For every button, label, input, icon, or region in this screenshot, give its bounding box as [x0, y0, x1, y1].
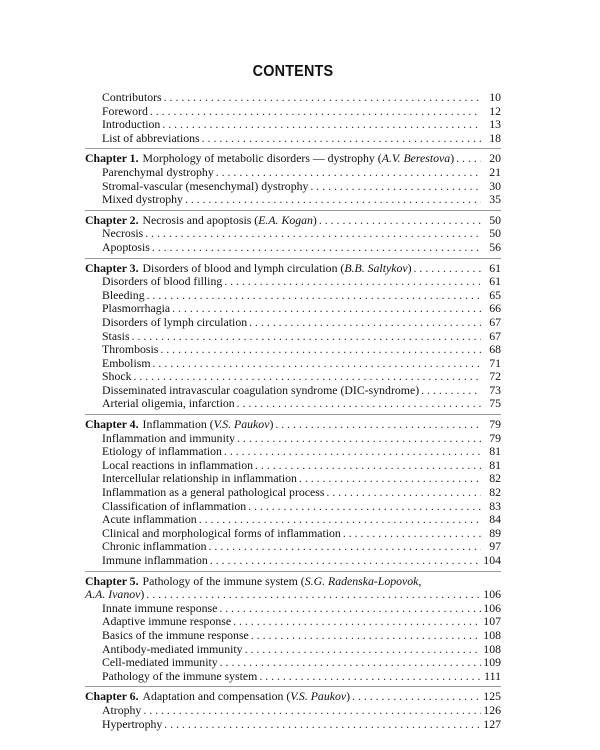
entry-label: Innate immune response — [102, 600, 218, 615]
page-number: 97 — [489, 539, 501, 554]
dot-leader — [134, 370, 482, 384]
toc-entry[interactable] — [85, 527, 501, 541]
page-number: 61 — [489, 274, 501, 289]
chapter-title: Adaptation and compensation ( — [142, 689, 291, 704]
page-number: 79 — [489, 417, 501, 432]
page-number: 56 — [489, 239, 501, 254]
toc-entry[interactable] — [85, 472, 501, 486]
page-number: 106 — [483, 587, 501, 602]
chapter-block — [85, 686, 501, 731]
dot-leader — [421, 384, 481, 398]
toc-entry[interactable] — [85, 227, 501, 241]
toc-entry[interactable] — [85, 118, 501, 132]
page-number: 125 — [483, 689, 501, 704]
toc-entry[interactable] — [85, 643, 501, 657]
entry-label: Stasis — [102, 328, 130, 343]
toc-entry[interactable] — [85, 500, 501, 514]
page-number: 73 — [489, 382, 501, 397]
page-number: 107 — [483, 614, 501, 629]
page-number: 127 — [483, 716, 501, 731]
chapter-number: Chapter 3. — [85, 260, 139, 275]
dot-leader — [219, 602, 481, 616]
toc-entry[interactable] — [85, 554, 501, 568]
entry-label: Antibody-mediated immunity — [102, 641, 243, 656]
dot-leader — [143, 704, 481, 718]
dot-leader — [255, 459, 481, 473]
page-number: 82 — [489, 471, 501, 486]
page-number: 50 — [489, 212, 501, 227]
chapter-author: S.G. Radenska-Lopovok, — [304, 573, 422, 588]
page-number: 13 — [489, 117, 501, 132]
entry-label: Foreword — [102, 103, 148, 118]
page-number: 81 — [489, 457, 501, 472]
toc-entry[interactable] — [85, 302, 501, 316]
dot-leader — [185, 193, 481, 207]
dot-leader — [172, 302, 481, 316]
closing-paren: ) — [407, 260, 412, 275]
entry-label: Chronic inflammation — [102, 539, 207, 554]
entry-label: Embolism — [102, 355, 151, 370]
chapter-author: E.A. Kogan — [258, 212, 313, 227]
entry-label: Disorders of blood filling — [102, 274, 223, 289]
dot-leader — [146, 588, 481, 602]
chapter-heading-text — [85, 690, 350, 704]
toc-entry[interactable] — [85, 275, 501, 289]
dot-leader — [245, 643, 481, 657]
page-number: 126 — [483, 702, 501, 717]
chapter-author-continued — [85, 588, 144, 602]
page-number: 61 — [489, 260, 501, 275]
dot-leader — [299, 472, 481, 486]
toc-entry[interactable] — [85, 656, 501, 670]
dot-leader — [152, 241, 481, 255]
entry-label: Local reactions in inflammation — [102, 457, 254, 472]
chapter-heading-text — [85, 214, 317, 228]
toc-entry[interactable] — [85, 704, 501, 718]
toc-entry[interactable] — [85, 105, 501, 119]
chapter-heading[interactable] — [85, 690, 501, 704]
chapter-author: V.S. Paukov — [213, 417, 270, 432]
page-number: 67 — [489, 328, 501, 343]
dot-leader — [147, 289, 481, 303]
page-number: 84 — [489, 512, 501, 527]
chapter-heading-continued[interactable] — [85, 588, 501, 602]
chapter-author: A.A. Ivanov — [85, 587, 141, 602]
entry-label: Etiology of inflammation — [102, 444, 222, 459]
entry-label: Immune inflammation — [102, 553, 208, 567]
page-title: CONTENTS — [252, 63, 334, 80]
entry-label: Plasmorrhagia — [102, 301, 171, 316]
toc-entry[interactable] — [85, 166, 501, 180]
dot-leader — [150, 105, 481, 119]
page-number: 10 — [489, 90, 501, 104]
toc-entry[interactable] — [85, 615, 501, 629]
chapter-number: Chapter 1. — [85, 151, 139, 166]
dot-leader — [224, 445, 481, 459]
chapter-title: Necrosis and apoptosis ( — [142, 212, 259, 227]
closing-paren: ) — [140, 587, 145, 602]
closing-paren: ) — [269, 417, 274, 432]
page-number: 106 — [483, 600, 501, 615]
entry-label: Inflammation as a general pathological process — [102, 485, 325, 500]
entry-label: Clinical and morphological forms of inflammation — [102, 525, 341, 540]
toc-entry[interactable] — [85, 357, 501, 371]
dot-leader — [162, 118, 481, 132]
page-number: 65 — [489, 287, 501, 302]
entry-label: Acute inflammation — [102, 512, 197, 527]
dot-leader — [248, 500, 481, 514]
toc-entry[interactable] — [85, 540, 501, 554]
entry-label: Parenchymal dystrophy — [102, 164, 214, 179]
chapter-author: B.B. Saltykov — [344, 260, 408, 275]
page-number: 108 — [483, 641, 501, 656]
toc-entry[interactable] — [85, 193, 501, 207]
chapter-number: Chapter 2. — [85, 212, 139, 227]
chapter-title: Pathology of the immune system ( — [142, 573, 305, 588]
toc-entry[interactable] — [85, 513, 501, 527]
toc-entry[interactable] — [85, 384, 501, 398]
chapter-heading[interactable] — [85, 418, 501, 432]
page-number: 89 — [489, 525, 501, 540]
page-number: 30 — [489, 178, 501, 193]
chapter-heading-text — [85, 262, 412, 276]
dot-leader — [237, 397, 481, 411]
page-number: 12 — [489, 103, 501, 118]
toc-entry[interactable] — [85, 370, 501, 384]
dot-leader — [216, 166, 481, 180]
entry-label: List of abbreviations — [102, 130, 200, 145]
dot-leader — [233, 615, 481, 629]
dot-leader — [145, 227, 481, 241]
page-number: 79 — [489, 430, 501, 445]
page-number: 72 — [489, 369, 501, 384]
entry-label: Hypertrophy — [102, 716, 163, 731]
toc-entry[interactable] — [85, 241, 501, 255]
dot-leader — [132, 330, 481, 344]
chapter-heading[interactable] — [85, 152, 501, 166]
toc-entry[interactable] — [85, 445, 501, 459]
dot-leader — [164, 718, 481, 732]
toc-entry[interactable] — [85, 459, 501, 473]
entry-label: Classification of inflammation — [102, 498, 247, 513]
toc-entry[interactable] — [85, 180, 501, 194]
dot-leader — [199, 513, 481, 527]
closing-paren: ) — [346, 689, 351, 704]
page-number: 18 — [489, 130, 501, 145]
dot-leader — [352, 690, 481, 704]
chapter-block — [85, 258, 501, 412]
page-number: 20 — [489, 151, 501, 166]
entry-label: Inflammation and immunity — [102, 430, 236, 445]
dot-leader — [237, 432, 481, 446]
chapter-block — [85, 414, 501, 568]
chapter-heading[interactable] — [85, 214, 501, 228]
chapter-block — [85, 148, 501, 206]
entry-label: Atrophy — [102, 702, 142, 717]
chapter-heading-text — [85, 152, 454, 166]
chapter-heading[interactable] — [85, 262, 501, 276]
chapter-author: V.S. Paukov — [290, 689, 347, 704]
entry-label: Thrombosis — [102, 342, 159, 357]
dot-leader — [326, 486, 481, 500]
dot-leader — [249, 316, 481, 330]
chapter-title: Disorders of blood and lymph circulation ( — [142, 260, 345, 275]
page-number: 75 — [489, 396, 501, 411]
closing-paren: ) — [450, 151, 455, 166]
contents-page — [85, 62, 501, 731]
dot-leader — [319, 214, 481, 228]
page-number: 67 — [489, 314, 501, 329]
entry-label: Bleeding — [102, 287, 145, 302]
entry-label: Cell-mediated immunity — [102, 655, 218, 670]
front-matter — [85, 91, 501, 145]
toc-entry[interactable] — [85, 670, 501, 684]
dot-leader — [164, 91, 481, 105]
dot-leader — [220, 656, 481, 670]
entry-label: Necrosis — [102, 226, 144, 241]
entry-label: Shock — [102, 369, 132, 384]
dot-leader — [202, 132, 481, 146]
entry-label: Disseminated intravascular coagulation syndrome (DIC-syndrome) — [102, 382, 420, 397]
entry-label: Mixed dystrophy — [102, 192, 183, 207]
entry-label: Introduction — [102, 117, 161, 132]
chapter-number: Chapter 6. — [85, 689, 139, 704]
toc-entry[interactable] — [85, 132, 501, 146]
entry-label: Adaptive immune response — [102, 614, 232, 629]
page-number: 109 — [483, 655, 501, 670]
dot-leader — [310, 180, 481, 194]
chapter-heading[interactable] — [85, 575, 501, 589]
chapter-block — [85, 210, 501, 255]
page-number: 50 — [489, 226, 501, 241]
page-number: 66 — [489, 301, 501, 316]
entry-label: Intercellular relationship in inflammation — [102, 471, 297, 486]
chapter-title: Morphology of metabolic disorders — dystrophy ( — [142, 151, 382, 166]
chapter-heading-text — [85, 418, 273, 432]
dot-leader — [210, 554, 481, 568]
dot-leader — [160, 343, 481, 357]
dot-leader — [414, 262, 481, 276]
dot-leader — [153, 357, 481, 371]
entry-label: Basics of the immune response — [102, 627, 249, 642]
toc-entry[interactable] — [85, 343, 501, 357]
dot-leader — [343, 527, 481, 541]
chapter-number: Chapter 4. — [85, 417, 139, 432]
entry-label: Arterial oligemia, infarction — [102, 396, 235, 411]
dot-leader — [456, 152, 481, 166]
toc-entry[interactable] — [85, 397, 501, 411]
entry-label: Apoptosis — [102, 239, 150, 254]
chapter-block — [85, 571, 501, 684]
chapter-title: Inflammation ( — [142, 417, 214, 432]
entry-label: Disorders of lymph circulation — [102, 314, 248, 329]
dot-leader — [275, 418, 481, 432]
page-number: 83 — [489, 498, 501, 513]
dot-leader — [209, 540, 481, 554]
entry-label: Stromal-vascular (mesenchymal) dystrophy — [102, 178, 309, 193]
entry-label: Pathology of the immune system — [102, 668, 258, 683]
toc-entry[interactable] — [85, 91, 501, 105]
toc-entry[interactable] — [85, 316, 501, 330]
toc-entry[interactable] — [85, 289, 501, 303]
page-number: 104 — [483, 553, 501, 567]
page-number: 82 — [489, 485, 501, 500]
entry-label: Contributors — [102, 90, 162, 104]
page-number: 108 — [483, 627, 501, 642]
toc-entry[interactable] — [85, 718, 501, 732]
dot-leader — [259, 670, 481, 684]
toc-entry[interactable] — [85, 602, 501, 616]
page-number: 21 — [489, 164, 501, 179]
table-of-contents — [85, 91, 501, 731]
toc-entry[interactable] — [85, 432, 501, 446]
page-number: 71 — [489, 355, 501, 370]
toc-entry[interactable] — [85, 486, 501, 500]
closing-paren: ) — [312, 212, 317, 227]
toc-entry[interactable] — [85, 629, 501, 643]
chapter-number: Chapter 5. — [85, 573, 139, 588]
dot-leader — [224, 275, 481, 289]
page-number: 81 — [489, 444, 501, 459]
chapter-author: A.V. Berestova — [381, 151, 451, 166]
page-number: 111 — [484, 668, 501, 683]
toc-entry[interactable] — [85, 330, 501, 344]
page-number: 68 — [489, 342, 501, 357]
page-number: 35 — [489, 192, 501, 207]
dot-leader — [251, 629, 481, 643]
